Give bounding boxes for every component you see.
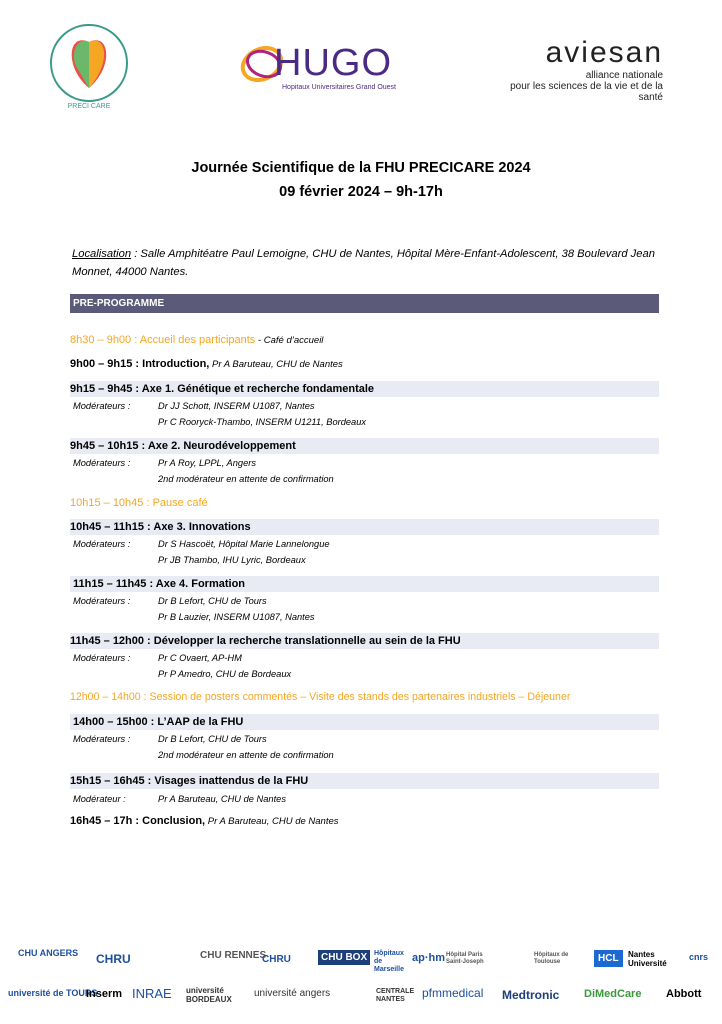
hugo-subtitle: Hopitaux Universitaires Grand Ouest — [282, 84, 396, 91]
program-item: 8h30 – 9h00 : Accueil des participants - Café d’accueil — [70, 334, 324, 346]
moderators-label: Modérateurs : — [73, 596, 131, 606]
hugo-name: HUGO — [274, 42, 392, 84]
program-item: 10h15 – 10h45 : Pause café — [70, 497, 208, 509]
moderator: Pr C Ovaert, AP-HM — [158, 653, 242, 663]
program-item: 11h15 – 11h45 : Axe 4. Formation — [70, 576, 659, 592]
partner-logo: Hôpitaux de Toulouse — [534, 952, 569, 965]
aviesan-line2: pour les sciences de la vie et de la santé — [510, 81, 663, 103]
program-item: 9h15 – 9h45 : Axe 1. Génétique et recherche fondamentale — [70, 381, 659, 397]
fhu-precicare-logo — [48, 22, 130, 112]
partner-logo: INRAE — [132, 986, 172, 1001]
document-title: Journée Scientifique de la FHU PRECICARE 2024 — [191, 160, 531, 176]
program-item: 9h00 – 9h15 : Introduction, Pr A Baruteau, CHU de Nantes — [70, 358, 343, 370]
program-item: 16h45 – 17h : Conclusion, Pr A Baruteau, CHU de Nantes — [70, 815, 339, 827]
location-paragraph — [72, 245, 672, 281]
moderator: Pr B Lauzier, INSERM U1087, Nantes — [158, 612, 315, 622]
event-date: 09 février 2024 – 9h-17h — [279, 184, 443, 200]
moderators-label: Modérateurs : — [73, 401, 131, 411]
location-text: : Salle Amphitéatre Paul Lemoigne, CHU de Nantes, Hôpital Mère-Enfant-Adolescent, 38 Boulevard Jean Monnet, 44000 Nantes. — [72, 248, 655, 278]
moderator: Dr JJ Schott, INSERM U1087, Nantes — [158, 401, 315, 411]
moderator: Dr B Lefort, CHU de Tours — [158, 596, 267, 606]
partner-logo: pfmmedical — [422, 986, 484, 1000]
partner-logo: CHRU — [96, 952, 131, 966]
moderator: Pr A Roy, LPPL, Angers — [158, 458, 257, 468]
partner-logo: cnrs — [689, 952, 709, 962]
partner-logo: Nantes Université — [628, 950, 667, 968]
partner-logo: HCL — [594, 950, 623, 967]
partner-logo: université angers — [254, 988, 331, 999]
hugo-logo — [238, 42, 410, 96]
moderator: 2nd modérateur en attente de confirmation — [158, 474, 334, 484]
partner-logo: université de TOURS — [8, 988, 98, 998]
partner-logo: Hôpitaux de Marseille — [374, 950, 404, 973]
program-item: 10h45 – 11h15 : Axe 3. Innovations — [70, 519, 659, 535]
aviesan-line1: alliance nationale — [585, 70, 663, 81]
partner-logo: CENTRALE NANTES — [376, 988, 415, 1003]
partner-logo: Abbott — [666, 988, 702, 1000]
program-item: 9h45 – 10h15 : Axe 2. Neurodéveloppement — [70, 438, 659, 454]
partner-logo: ap·hm — [412, 952, 445, 964]
partner-logo: Medtronic — [502, 988, 560, 1002]
partner-logo: CHRU — [262, 954, 291, 965]
moderator: Pr P Amedro, CHU de Bordeaux — [158, 669, 292, 679]
moderator: Pr C Rooryck-Thambo, INSERM U1211, Bordeaux — [158, 417, 367, 427]
moderators-label: Modérateurs : — [73, 734, 131, 744]
partner-logo: université BORDEAUX — [186, 986, 232, 1004]
fhu-bottom-text: PRECI CARE — [67, 103, 111, 110]
aviesan-name: aviesan — [545, 36, 663, 69]
partner-logo: DiMedCare — [584, 988, 642, 1000]
moderators-label: Modérateurs : — [73, 458, 131, 468]
partner-logo: CHU BOX — [318, 950, 370, 965]
partner-logo: CHU RENNES — [200, 950, 267, 961]
program-item: 15h15 – 16h45 : Visages inattendus de la FHU — [70, 773, 659, 789]
program-item: 12h00 – 14h00 : Session de posters commentés – Visite des stands des partenaires industriels – Déjeuner — [70, 691, 571, 703]
partner-logo: Hôpital Paris Saint-Joseph — [446, 952, 484, 965]
section-bar: PRE-PROGRAMME — [70, 294, 659, 313]
program-item: 14h00 – 15h00 : L’AAP de la FHU — [70, 714, 659, 730]
moderators-label: Modérateurs : — [73, 539, 131, 549]
moderators-label: Modérateurs : — [73, 653, 131, 663]
moderator: Dr S Hascoët, Hôpital Marie Lannelongue — [158, 539, 330, 549]
moderator: 2nd modérateur en attente de confirmation — [158, 750, 334, 760]
program-item: 11h45 – 12h00 : Développer la recherche translationnelle au sein de la FHU — [70, 633, 659, 649]
moderator: Pr A Baruteau, CHU de Nantes — [158, 794, 286, 804]
partner-logo: CHU ANGERS — [18, 948, 79, 958]
moderator: Dr B Lefort, CHU de Tours — [158, 734, 267, 744]
moderator: Pr JB Thambo, IHU Lyric, Bordeaux — [158, 555, 306, 565]
partner-logo: Inserm — [86, 988, 123, 1000]
moderators-label: Modérateur : — [73, 794, 126, 804]
aviesan-logo — [498, 36, 663, 103]
location-label: Localisation — [72, 248, 132, 260]
